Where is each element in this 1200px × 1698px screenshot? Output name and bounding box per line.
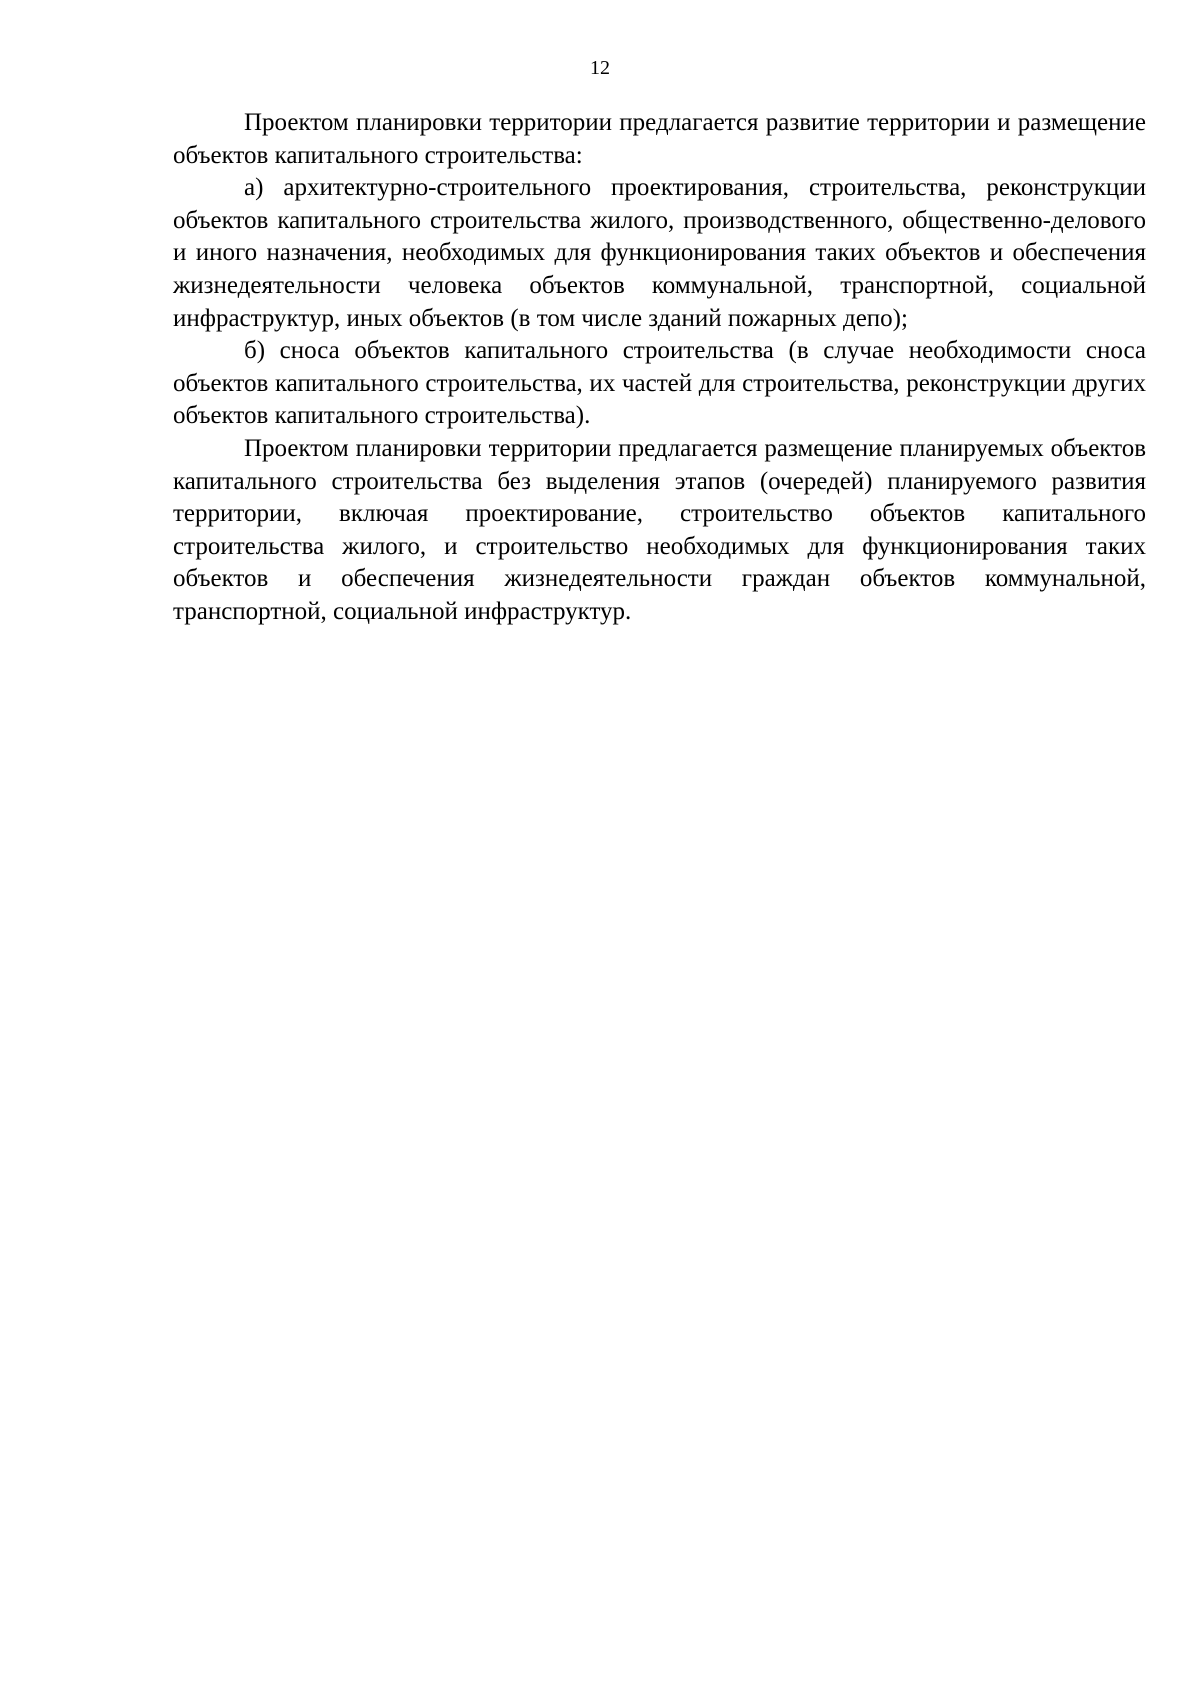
paragraph-intro: Проектом планировки территории предлагается развитие территории и размещение объектов капитального строительства:	[173, 109, 1146, 169]
paragraph-placement: Проектом планировки территории предлагается размещение планируемых объектов капитального строительства без выделения этапов (очередей) планируемого развития территории, включая проектирование, строительство объектов капитального строительства жилого, и строительство необходимых для функционирования таких объектов и обеспечения жизнедеятельности граждан объектов коммунальной, транспортной, социальной инфраструктур.	[173, 434, 1146, 625]
paragraph-item-b: б) сноса объектов капитального строительства (в случае необходимости сноса объектов капитального строительства, их частей для строительства, реконструкции других объектов капитального строительства).	[173, 337, 1146, 430]
document-body	[173, 107, 1146, 629]
page-number: 12	[590, 57, 610, 79]
paragraph-item-a: а) архитектурно-строительного проектирования, строительства, реконструкции объектов капитального строительства жилого, производственного, общественно-делового и иного назначения, необходимых для функционирования таких объектов и обеспечения жизнедеятельности человека объектов коммунальной, транспортной, социальной инфраструктур, иных объектов (в том числе зданий пожарных депо);	[173, 174, 1146, 332]
